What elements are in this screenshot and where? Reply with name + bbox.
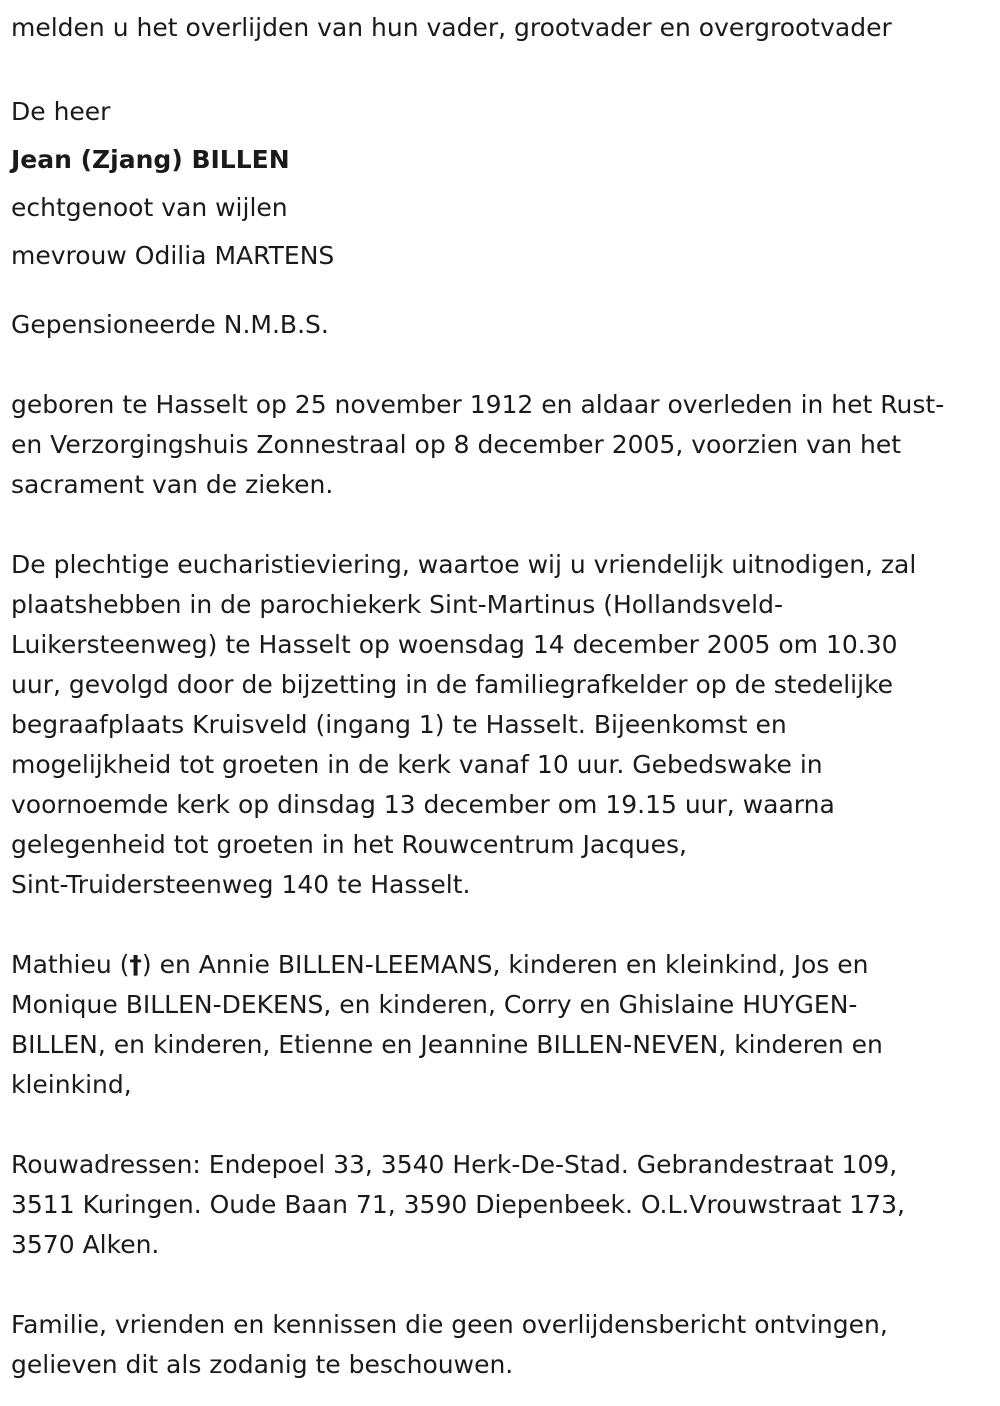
paragraph-line: Rouwadressen: Endepoel 33, 3540 Herk-De-Stad. Gebrandestraat 109,: [11, 1150, 898, 1179]
spacer: [11, 1265, 992, 1305]
spacer: [11, 1105, 992, 1145]
deceased-block: [11, 88, 992, 280]
family-text: ) en Annie BILLEN-LEEMANS, kinderen en kleinkind, Jos en: [141, 950, 869, 979]
intro-text: melden u het overlijden van hun vader, grootvader en overgrootvader: [11, 13, 892, 42]
birth-death-paragraph: [11, 385, 992, 505]
paragraph-line: plaatshebben in de parochiekerk Sint-Martinus (Hollandsveld-: [11, 590, 784, 619]
paragraph-line: kleinkind,: [11, 1070, 132, 1099]
paragraph-line: geboren te Hasselt op 25 november 1912 en aldaar overleden in het Rust-: [11, 390, 945, 419]
paragraph-line: BILLEN, en kinderen, Etienne en Jeannine BILLEN-NEVEN, kinderen en: [11, 1030, 883, 1059]
spacer: [11, 280, 992, 305]
paragraph-line: voornoemde kerk op dinsdag 13 december om 19.15 uur, waarna: [11, 790, 835, 819]
paragraph-line: [11, 945, 992, 985]
paragraph-line: Luikersteenweg) te Hasselt op woensdag 14 december 2005 om 10.30: [11, 630, 898, 659]
ceremony-paragraph: [11, 545, 992, 905]
paragraph-line: 3511 Kuringen. Oude Baan 71, 3590 Diepenbeek. O.L.Vrouwstraat 173,: [11, 1190, 905, 1219]
paragraph-line: uur, gevolgd door de bijzetting in de familiegrafkelder op de stedelijke: [11, 670, 894, 699]
paragraph-line: en Verzorgingshuis Zonnestraal op 8 december 2005, voorzien van het: [11, 430, 902, 459]
spouse-name: mevrouw Odilia MARTENS: [11, 241, 335, 270]
paragraph-line: Sint-Truidersteenweg 140 te Hasselt.: [11, 870, 471, 899]
addresses-paragraph: [11, 1145, 992, 1265]
spacer: [11, 505, 992, 545]
relation-text: echtgenoot van wijlen: [11, 193, 288, 222]
paragraph-line: mogelijkheid tot groeten in de kerk vanaf 10 uur. Gebedswake in: [11, 750, 823, 779]
paragraph-line: Familie, vrienden en kennissen die geen overlijdensbericht ontvingen,: [11, 1310, 888, 1339]
paragraph-line: gelieven dit als zodanig te beschouwen.: [11, 1350, 514, 1379]
salutation: De heer: [11, 97, 111, 126]
paragraph-line: De plechtige eucharistieviering, waartoe wij u vriendelijk uitnodigen, zal: [11, 550, 917, 579]
closing-paragraph: [11, 1305, 992, 1385]
family-paragraph: [11, 945, 992, 1105]
spacer: [11, 345, 992, 385]
paragraph-line: gelegenheid tot groeten in het Rouwcentrum Jacques,: [11, 830, 688, 859]
deceased-name: Jean (Zjang) BILLEN: [11, 145, 290, 174]
profession-text: Gepensioneerde N.M.B.S.: [11, 310, 329, 339]
cross-icon: †: [129, 950, 142, 979]
spacer: [11, 905, 992, 945]
paragraph-line: 3570 Alken.: [11, 1230, 160, 1259]
paragraph-line: sacrament van de zieken.: [11, 470, 334, 499]
family-text: Mathieu (: [11, 950, 130, 979]
spacer: [11, 48, 992, 88]
paragraph-line: begraafplaats Kruisveld (ingang 1) te Hasselt. Bijeenkomst en: [11, 710, 787, 739]
paragraph-line: Monique BILLEN-DEKENS, en kinderen, Corry en Ghislaine HUYGEN-: [11, 990, 858, 1019]
